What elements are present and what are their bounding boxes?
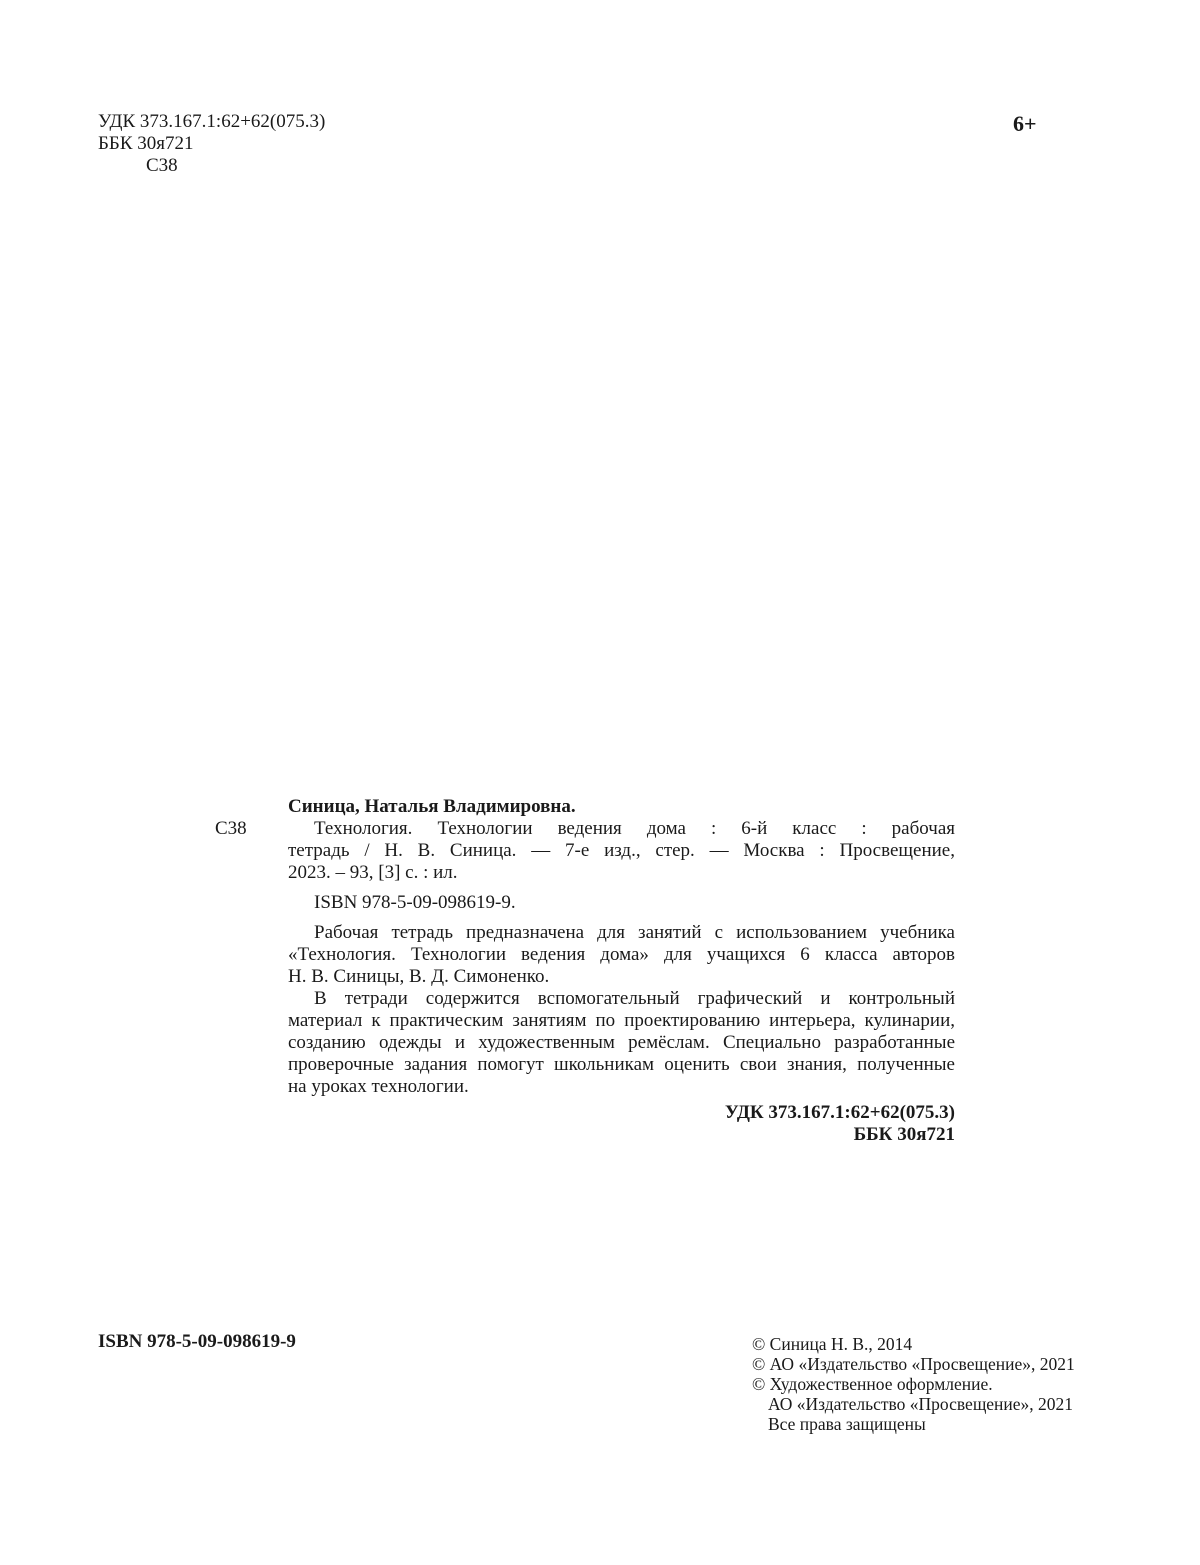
annotation-line: на уроках технологии. — [288, 1076, 469, 1097]
copyright-line: АО «Издательство «Просвещение», 2021 — [768, 1394, 1074, 1414]
copyright-block — [752, 1334, 1075, 1434]
top-classification — [98, 111, 325, 177]
author-cutter-mark: С38 — [146, 155, 178, 176]
record-title-line: Технология. Технологии ведения дома : 6-й класс : рабочая — [314, 818, 955, 839]
annotation-line: В тетради содержится вспомогательный графический и контрольный — [314, 988, 955, 1009]
record-cutter-mark: С38 — [215, 818, 247, 839]
annotation-line: «Технология. Технологии ведения дома» для учащихся 6 класса авторов — [288, 944, 955, 965]
annotation-line: материал к практическим занятиям по проектированию интерьера, кулинарии, — [288, 1010, 955, 1031]
bibliographic-record — [215, 796, 955, 1146]
isbn-number: ISBN 978-5-09-098619-9 — [98, 1331, 296, 1352]
rights-reserved: Все права защищены — [768, 1414, 926, 1434]
annotation-line: Н. В. Синицы, В. Д. Симоненко. — [288, 966, 550, 987]
annotation-line: Рабочая тетрадь предназначена для занятий с использованием учебника — [314, 922, 955, 943]
annotation-line: созданию одежды и художественным ремёслам. Специально разработанные — [288, 1032, 955, 1053]
copyright-line: © Художественное оформление. — [752, 1374, 993, 1394]
record-title-line: тетрадь / Н. В. Синица. — 7-е изд., стер. — Москва : Просвещение, — [288, 840, 955, 861]
record-udk: УДК 373.167.1:62+62(075.3) — [724, 1102, 955, 1123]
copyright-line: © АО «Издательство «Просвещение», 2021 — [752, 1354, 1075, 1374]
record-author: Синица, Наталья Владимировна. — [288, 796, 576, 817]
record-isbn: ISBN 978-5-09-098619-9. — [314, 892, 516, 913]
record-bbk: ББК 30я721 — [853, 1124, 955, 1145]
age-rating: 6+ — [1013, 111, 1037, 136]
annotation-line: проверочные задания помогут школьникам оценить свои знания, полученные — [288, 1054, 955, 1075]
copyright-line: © Синица Н. В., 2014 — [752, 1334, 913, 1354]
bbk-code: ББК 30я721 — [98, 133, 194, 154]
record-title-line: 2023. – 93, [3] с. : ил. — [288, 862, 458, 883]
udk-code: УДК 373.167.1:62+62(075.3) — [98, 111, 326, 132]
